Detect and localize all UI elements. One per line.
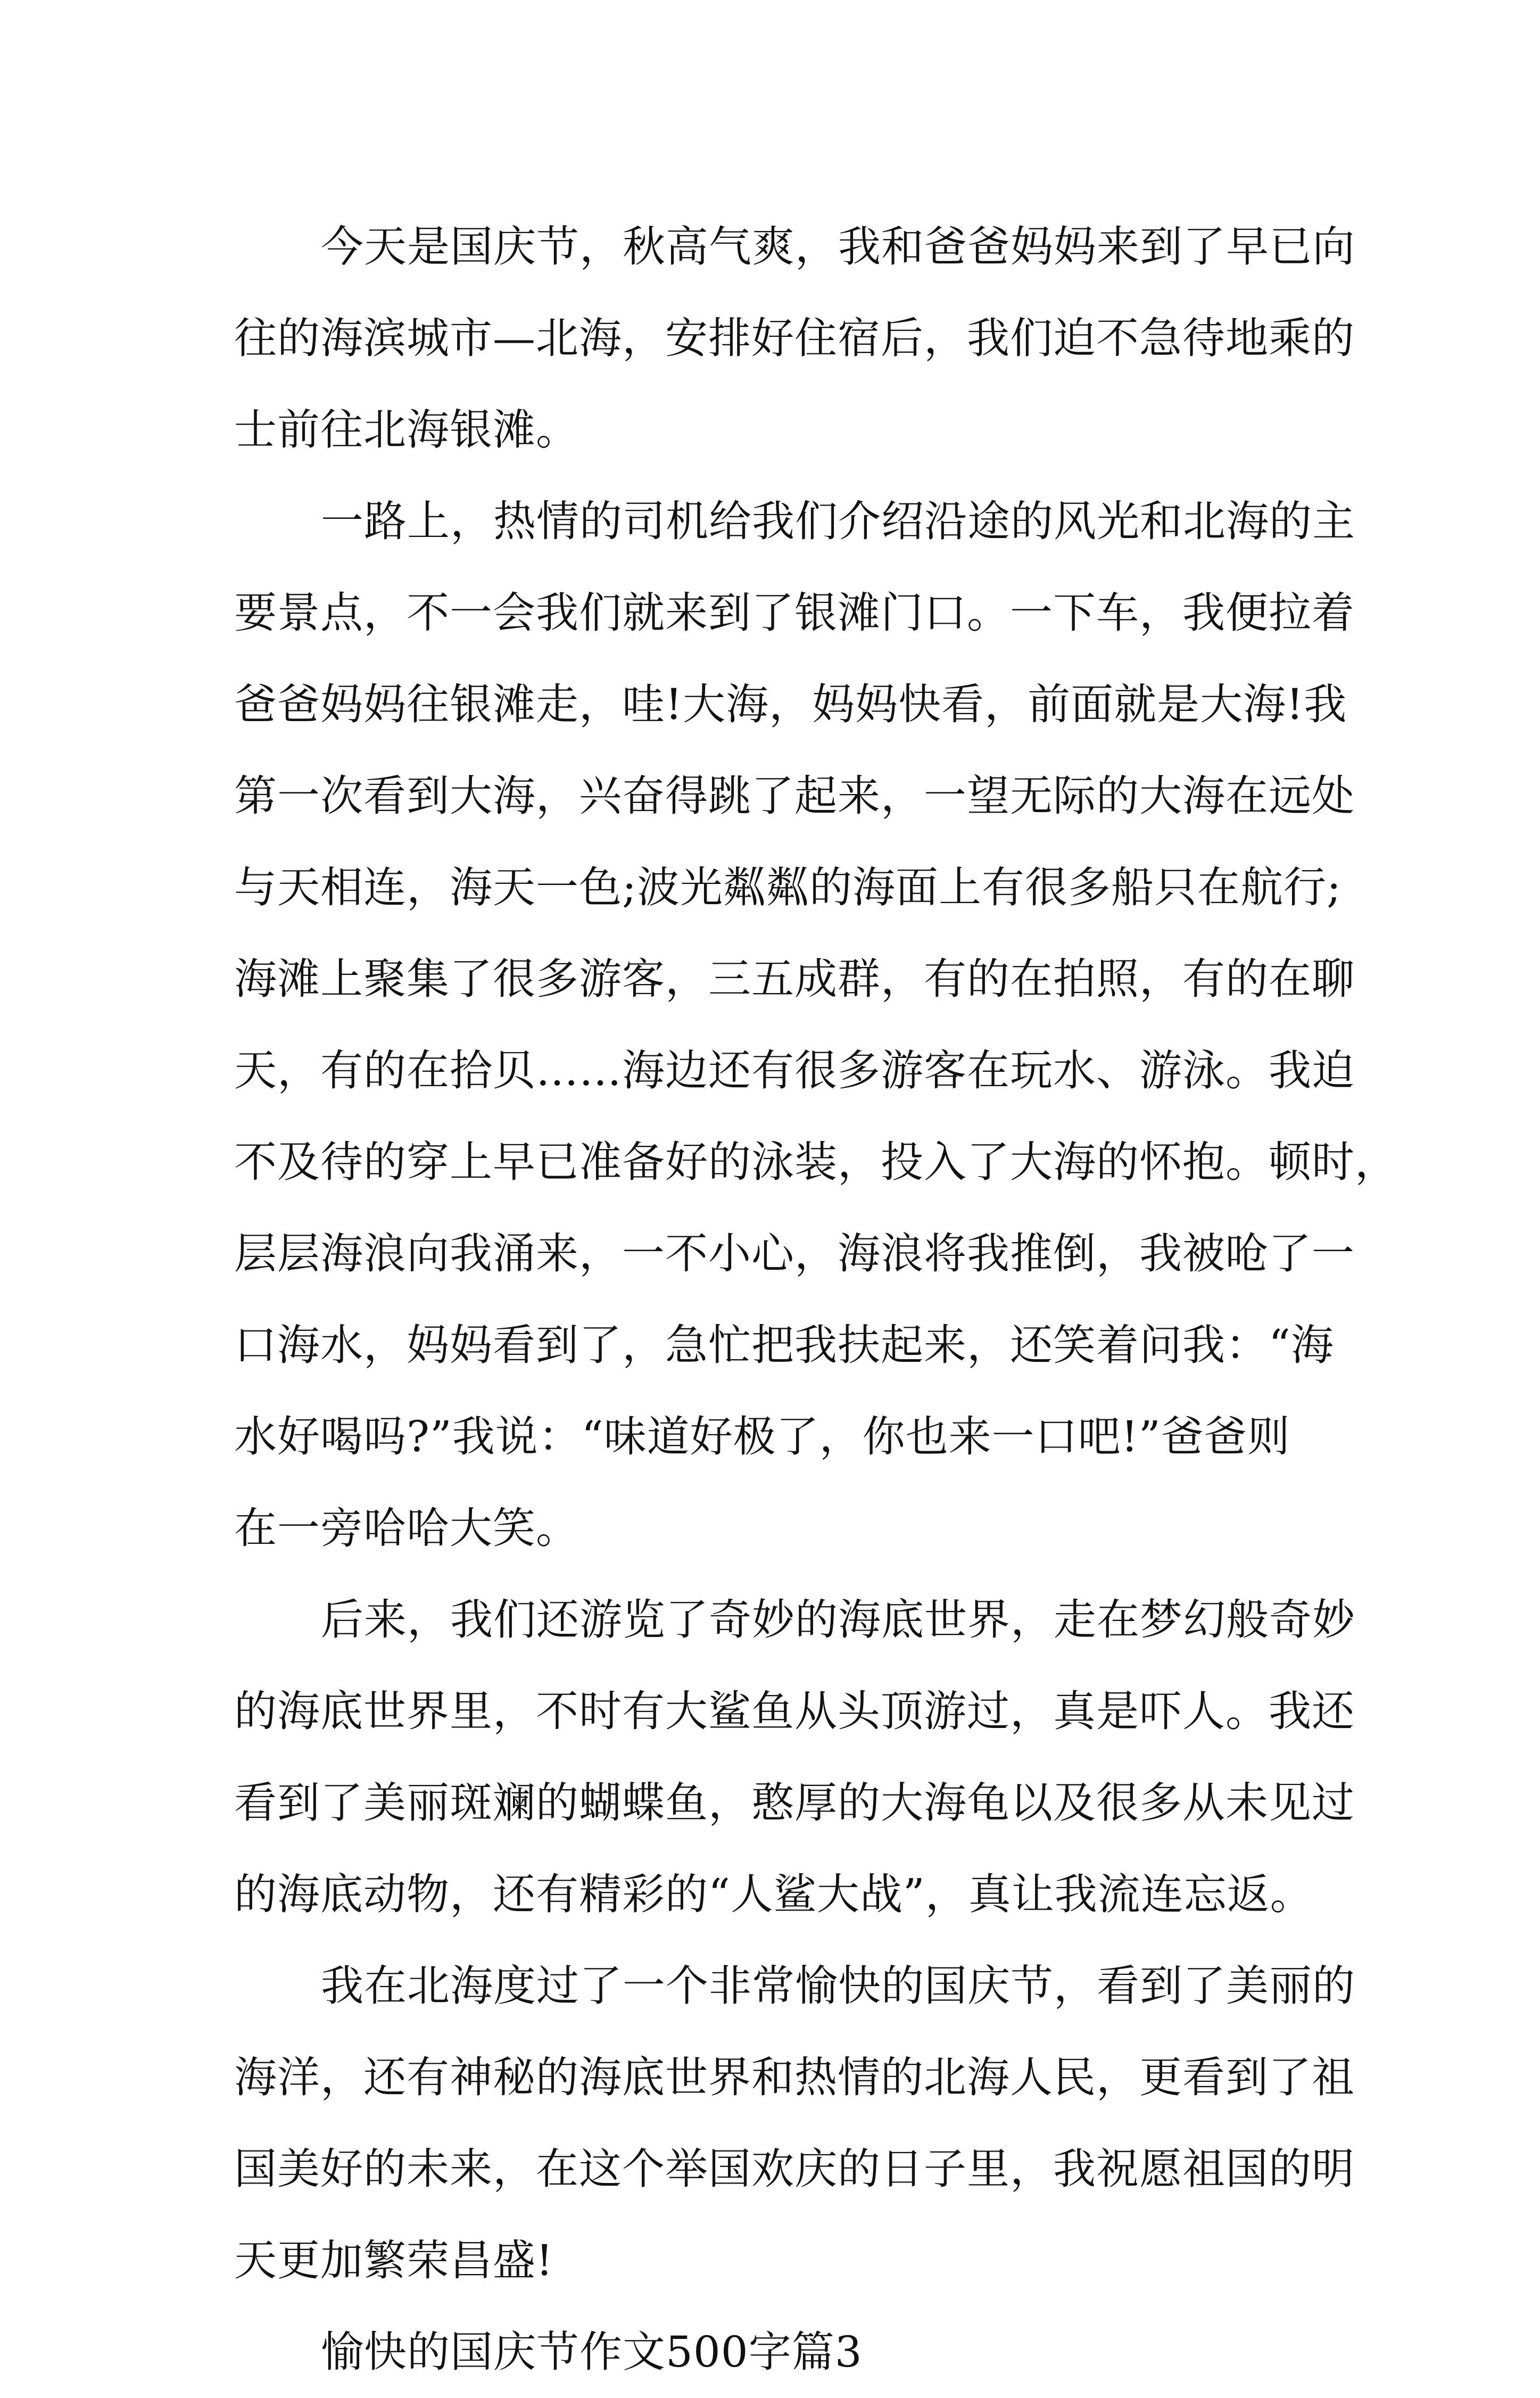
text-line: 国美好的未来，在这个举国欢庆的日子里，我祝愿祖国的明: [234, 2144, 1355, 2194]
section-heading-block: [234, 2306, 1320, 2398]
text-line: 水好喝吗?”我说：“味道好极了，你也来一口吧!”爸爸则: [234, 1412, 1290, 1461]
text-line: 看到了美丽斑斓的蝴蝶鱼，憨厚的大海龟以及很多从未见过: [234, 1778, 1355, 1828]
text-line: 爸爸妈妈往银滩走，哇!大海，妈妈快看，前面就是大海!我: [234, 680, 1347, 729]
paragraph-4: [234, 1940, 1355, 2306]
section-heading: 愉快的国庆节作文500字篇3: [321, 2327, 863, 2377]
text-line: 今天是国庆节，秋高气爽，我和爸爸妈妈来到了早已向: [321, 222, 1355, 271]
text-line: 天更加繁荣昌盛!: [234, 2236, 554, 2285]
text-line: 的海底动物，还有精彩的“人鲨大战”，真让我流连忘返。: [234, 1870, 1313, 1919]
text-line: 要景点，不一会我们就来到了银滩门口。一下车，我便拉着: [234, 588, 1355, 638]
text-line: 与天相连，海天一色;波光粼粼的海面上有很多船只在航行;: [234, 863, 1342, 912]
paragraph-3: [234, 1574, 1355, 1940]
text-line: 口海水，妈妈看到了，急忙把我扶起来，还笑着问我：“海: [234, 1320, 1334, 1370]
text-line: 的海底世界里，不时有大鲨鱼从头顶游过，真是吓人。我还: [234, 1686, 1355, 1736]
paragraph-2: [234, 476, 1398, 1574]
text-line: 不及待的穿上早已准备好的泳装，投入了大海的怀抱。顿时，: [234, 1137, 1398, 1187]
text-line: 层层海浪向我涌来，一不小心，海浪将我推倒，我被呛了一: [234, 1229, 1355, 1278]
text-line: 后来，我们还游览了奇妙的海底世界，走在梦幻般奇妙: [321, 1595, 1355, 1644]
text-line: 海洋，还有神秘的海底世界和热情的北海人民，更看到了祖: [234, 2053, 1355, 2102]
text-line: 一路上，热情的司机给我们介绍沿途的风光和北海的主: [321, 497, 1355, 546]
text-line: 海滩上聚集了很多游客，三五成群，有的在拍照，有的在聊: [234, 954, 1355, 1004]
article-body: [234, 201, 1398, 2398]
text-line: 往的海滨城市—北海，安排好住宿后，我们迫不急待地乘的: [234, 313, 1355, 363]
paragraph-1: [234, 201, 1355, 476]
text-line: 在一旁哈哈大笑。: [234, 1503, 579, 1553]
text-line: 第一次看到大海，兴奋得跳了起来，一望无际的大海在远处: [234, 771, 1355, 821]
text-line: 我在北海度过了一个非常愉快的国庆节，看到了美丽的: [321, 1961, 1355, 2011]
text-line: 天，有的在拾贝……海边还有很多游客在玩水、游泳。我迫: [234, 1046, 1355, 1095]
text-line: 士前往北海银滩。: [234, 405, 579, 454]
